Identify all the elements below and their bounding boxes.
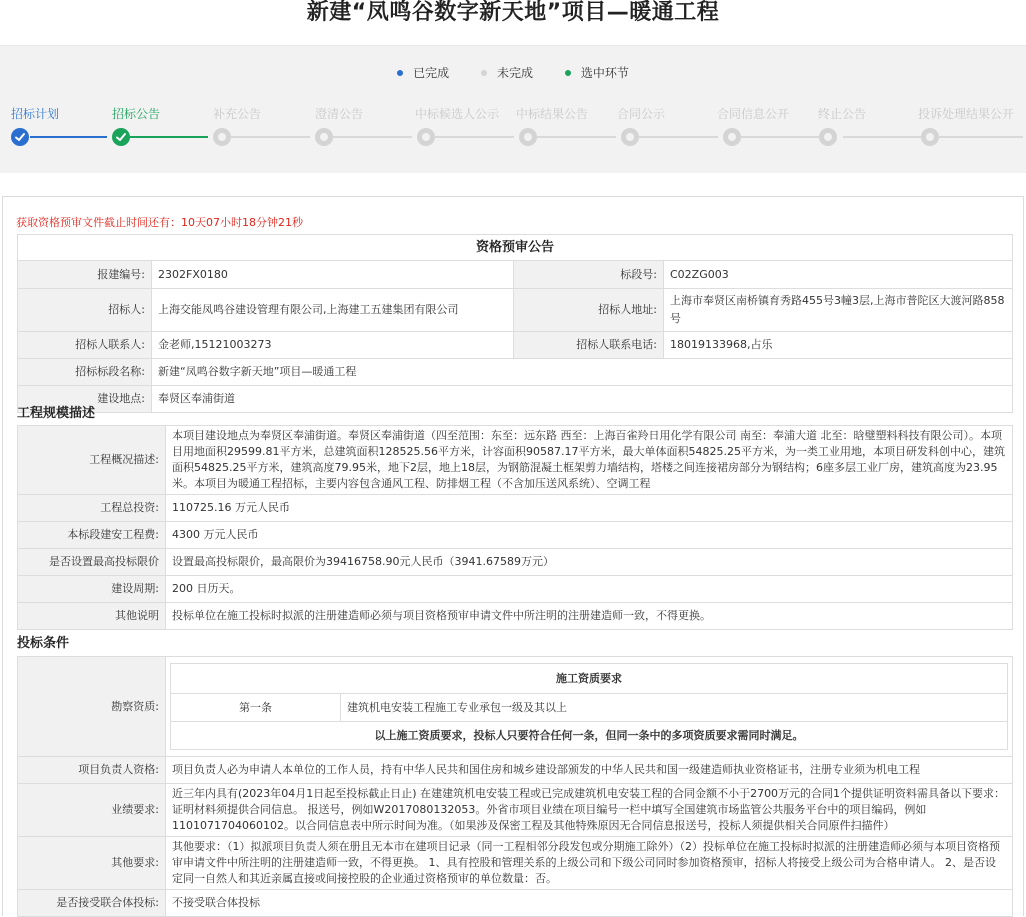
phone-label: 招标人联系电话: [514, 332, 664, 359]
step-pending-icon[interactable] [723, 128, 741, 146]
pm-qualification-value: 项目负责人必为申请人本单位的工作人员，持有中华人民共和国住房和城乡建设部颁发的中华人民共和国一级建造师执业资格证书，注册专业须为机电工程 [166, 757, 1013, 784]
total-investment-label: 工程总投资: [18, 495, 166, 522]
notice-table [17, 234, 1013, 413]
deadline-countdown: 获取资格预审文件截止时间还有：10天07小时18分钟21秒 [16, 216, 303, 229]
period-label: 建设周期: [18, 576, 166, 603]
total-investment-value: 110725.16 万元人民币 [166, 495, 1013, 522]
step-label-candidate[interactable]: 中标候选人公示 [415, 107, 500, 121]
other-notes-value: 投标单位在施工投标时拟派的注册建造师必须与项目资格预审申请文件中所注明的注册建造师一致，不得更换。 [166, 603, 1013, 630]
other-requirements-value: 其他要求：（1）拟派项目负责人须在册且无本市在建项目记录（同一工程相邻分段发包或分期施工除外）（2）投标单位在施工投标时拟派的注册建造师必须与本项目资格预审申请文件中所注明的注册建造师一致，不得更换。 1、具有控股和管理关系的上级公司和下级公司同时参加资格预审，招标人将接受上级公司为合格申请人。 2、是否设定同一自然人和其近亲属直接或间接控股的企业通过资格预审的单位数量：否。 [166, 837, 1013, 890]
bid-no-label: 报建编号: [18, 261, 152, 289]
notice-heading: 资格预审公告 [18, 235, 1013, 261]
legend-done-dot [397, 70, 403, 76]
step-connector [231, 136, 310, 138]
step-pending-icon[interactable] [315, 128, 333, 146]
step-pending-icon[interactable] [921, 128, 939, 146]
tenderer-address-label: 招标人地址: [514, 289, 664, 332]
progress-panel [0, 45, 1026, 173]
step-connector [639, 136, 718, 138]
step-connector [741, 136, 820, 138]
other-requirements-label: 其他要求: [18, 837, 166, 890]
step-label-termination[interactable]: 终止公告 [818, 107, 867, 121]
overview-value: 本项目建设地点为奉贤区奉浦街道。奉贤区奉浦街道（四至范围：东至：远东路 西至：上海百雀羚日用化学有限公司 南至：奉浦大道 北至：晗璧塑料科技有限公司）。本项目用地面积29599.81平方米，总建筑面积128525.56平方米，计容面积90587.17平方米，最大单体面积54825.25平方米，为一类工业用地，本项目研发科创中心，建筑面积54825.25平方米，建筑高度79.95米，地下2层，地上18层，为钢筋混凝土框架剪力墙结构，塔楼之间连接裙房部分为钢结构；6座多层工业厂房，建筑高度为23.95米。本项目为暖通工程招标，主要内容包含通风工程、防排烟工程（不含加压送风系统）、空调工程 [166, 426, 1013, 495]
step-label-tender-plan[interactable]: 招标计划 [11, 107, 60, 121]
consortium-label: 是否接受联合体投标: [18, 890, 166, 917]
legend-current-dot [565, 70, 571, 76]
performance-label: 业绩要求: [18, 784, 166, 837]
step-pending-icon[interactable] [621, 128, 639, 146]
tenderer-label: 招标人: [18, 289, 152, 332]
scale-section-title: 工程规模描述 [17, 406, 96, 421]
step-pending-icon[interactable] [819, 128, 837, 146]
legend-todo-dot [481, 70, 487, 76]
step-pending-icon[interactable] [213, 128, 231, 146]
step-label-tender-notice[interactable]: 招标公告 [112, 107, 161, 121]
qualification-table [170, 663, 1008, 750]
legend-current-label: 选中环节 [580, 66, 629, 80]
step-label-contract-info[interactable]: 合同信息公开 [717, 107, 790, 121]
section-no-label: 标段号: [514, 261, 664, 289]
page-title: 新建“凤鸣谷数字新天地”项目—暖通工程 [306, 0, 720, 25]
step-check-icon[interactable] [11, 128, 29, 146]
step-label-result[interactable]: 中标结果公告 [516, 107, 589, 121]
conditions-section-title: 投标条件 [17, 636, 70, 651]
step-connector [435, 136, 514, 138]
step-connector [130, 136, 208, 138]
check-icon [14, 131, 26, 143]
other-notes-label: 其他说明 [18, 603, 166, 630]
overview-label: 工程概况描述: [18, 426, 166, 495]
step-pending-icon[interactable] [519, 128, 537, 146]
bid-no-value: 2302FX0180 [152, 261, 514, 289]
conditions-table [17, 656, 1013, 917]
step-label-supplement[interactable]: 补充公告 [213, 107, 262, 121]
progress-legend [0, 64, 1026, 81]
contact-label: 招标人联系人: [18, 332, 152, 359]
contact-value: 金老师,15121003273 [152, 332, 514, 359]
step-connector [537, 136, 616, 138]
install-cost-value: 4300 万元人民币 [166, 522, 1013, 549]
max-price-label: 是否设置最高投标限价 [18, 549, 166, 576]
legend-todo [481, 64, 533, 81]
consortium-value: 不接受联合体投标 [166, 890, 1013, 917]
qualification-label: 勘察资质: [18, 657, 166, 757]
tenderer-value: 上海交能凤鸣谷建设管理有限公司,上海建工五建集团有限公司 [152, 289, 514, 332]
section-name-value: 新建“凤鸣谷数字新天地”项目—暖通工程 [152, 359, 1013, 386]
legend-done [397, 64, 449, 81]
period-value: 200 日历天。 [166, 576, 1013, 603]
legend-current [565, 64, 629, 81]
step-connector [333, 136, 412, 138]
pm-qualification-label: 项目负责人资格: [18, 757, 166, 784]
site-value: 奉贤区奉浦街道 [152, 386, 1013, 413]
check-icon [115, 131, 127, 143]
step-label-contract[interactable]: 合同公示 [617, 107, 666, 121]
max-price-value: 设置最高投标限价，最高限价为39416758.90元人民币（3941.67589万元） [166, 549, 1013, 576]
step-pending-icon[interactable] [417, 128, 435, 146]
section-no-value: C02ZG003 [664, 261, 1013, 289]
performance-value: 近三年内具有(2023年04月1日起至投标截止日止) 在建建筑机电安装工程或已完成建筑机电安装工程的合同金额不小于2700万元的合同1个提供证明资料需具备以下要求：证明材料须提供合同信息。 报送号，例如W2017080132053。外省市项目业绩在项目编号一栏中填写全国建筑市场监管公共服务平台中的项目编码，例如1101071704060102。以合同信息表中所示时间为准。（如果涉及保密工程及其他特殊原因无合同信息报送号，投标人须提供相关合同原件扫描件） [166, 784, 1013, 837]
qualification-item-no: 第一条 [171, 694, 341, 722]
tenderer-address-value: 上海市奉贤区南桥镇育秀路455号3幢3层,上海市普陀区大渡河路858号 [664, 289, 1013, 332]
qualification-item: 建筑机电安装工程施工专业承包一级及其以上 [341, 694, 1008, 722]
step-label-clarification[interactable]: 澄清公告 [315, 107, 364, 121]
legend-todo-label: 未完成 [496, 66, 533, 80]
qualification-note: 以上施工资质要求，投标人只要符合任何一条，但同一条中的多项资质要求需同时满足。 [171, 722, 1008, 750]
site-label: 建设地点: [18, 386, 152, 413]
section-name-label: 招标标段名称: [18, 359, 152, 386]
scale-table [17, 425, 1013, 630]
install-cost-label: 本标段建安工程费: [18, 522, 166, 549]
step-label-complaint[interactable]: 投诉处理结果公开 [918, 107, 1015, 121]
step-check-icon[interactable] [112, 128, 130, 146]
qualification-heading: 施工资质要求 [171, 664, 1008, 694]
step-connector [30, 136, 107, 138]
phone-value: 18019133968,占乐 [664, 332, 1013, 359]
legend-done-label: 已完成 [413, 66, 450, 80]
